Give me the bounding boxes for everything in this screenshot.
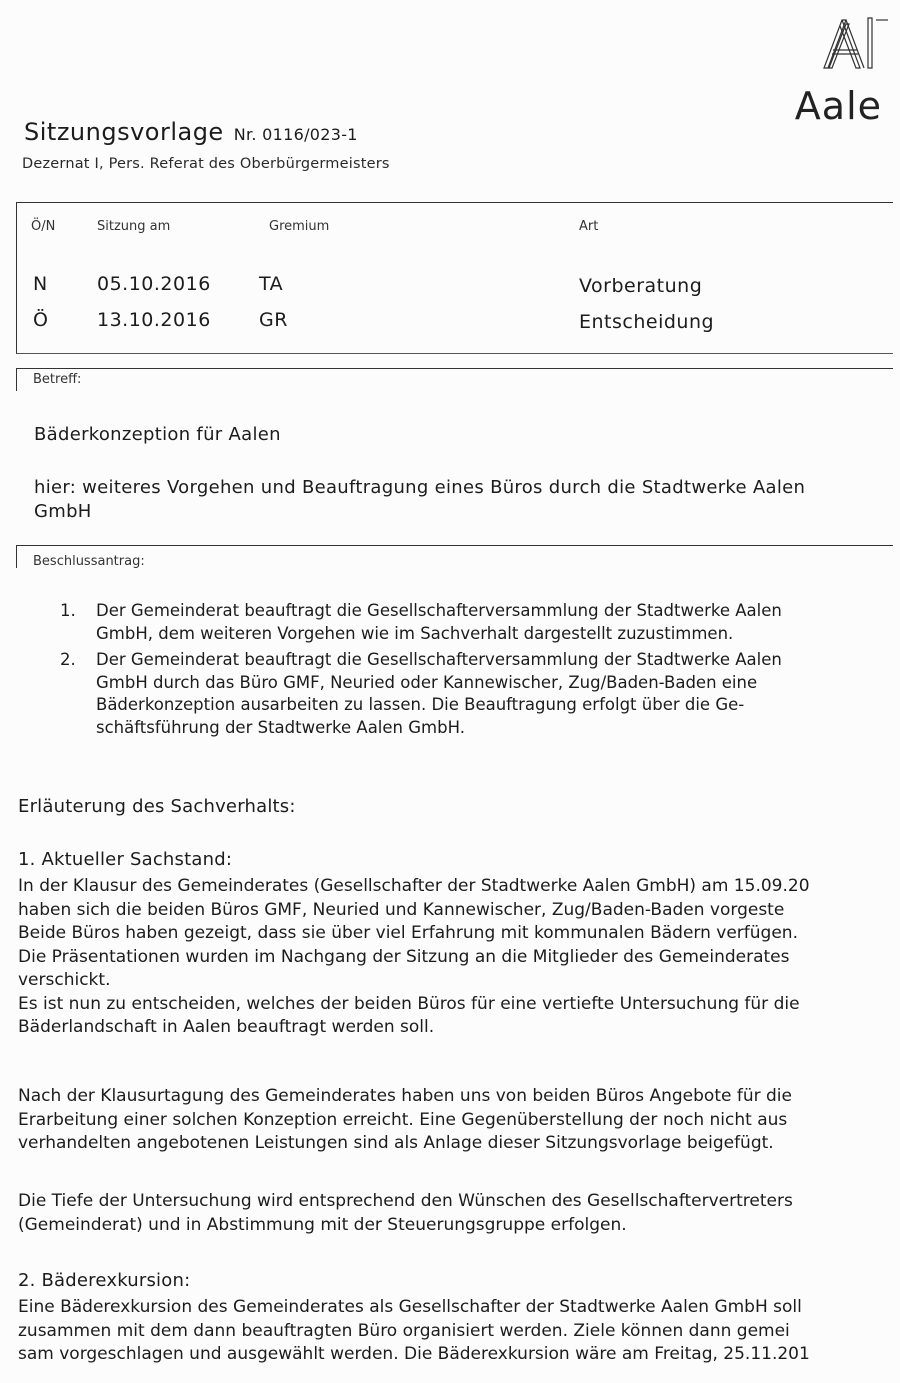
text-line: Eine Bäderexkursion des Gemeinderates als Gesellschafter der Stadtwerke Aalen GmbH soll (18, 1297, 802, 1317)
beschluss-box (16, 545, 893, 568)
text-line: Erarbeitung einer solchen Konzeption erreicht. Eine Gegenüberstellung der noch nicht aus (18, 1109, 788, 1130)
beschluss-label: Beschlussantrag: (33, 554, 145, 569)
row-on: N (33, 273, 48, 295)
text-line: (Gemeinderat) und in Abstimmung mit der Steuerungsgruppe erfolgen. (18, 1214, 627, 1235)
text-line: Es ist nun zu entscheiden, welches der beiden Büros für eine vertiefte Untersuchung für die (18, 993, 800, 1014)
col-header-date: Sitzung am (97, 219, 171, 234)
betreff-title: Bäderkonzeption für Aalen (34, 424, 281, 445)
title-text: Sitzungsvorlage (24, 118, 224, 146)
list-text-line: schäftsführung der Stadtwerke Aalen GmbH. (96, 717, 465, 737)
list-text-line: GmbH, dem weiteren Vorgehen wie im Sachverhalt dargestellt zuzustimmen. (96, 623, 734, 643)
betreff-subject-line: GmbH (34, 501, 92, 522)
vorlage-number: Nr. 0116/023-1 (233, 125, 358, 144)
page-title (24, 118, 358, 146)
col-header-gremium: Gremium (269, 219, 330, 234)
session-table (16, 202, 893, 354)
text-line: haben sich die beiden Büros GMF, Neuried und Kannewischer, Zug/Baden-Baden vorgeste (18, 899, 785, 920)
row-art: Entscheidung (579, 311, 715, 333)
row-date: 05.10.2016 (97, 273, 211, 295)
text-line: Nach der Klausurtagung des Gemeinderates haben uns von beiden Büros Angebote für die (18, 1086, 792, 1106)
list-number: 2. (60, 650, 76, 669)
dezernat-line: Dezernat I, Pers. Referat des Oberbürgermeisters (22, 156, 390, 172)
text-line: In der Klausur des Gemeinderates (Gesellschafter der Stadtwerke Aalen GmbH) am 15.09.20 (18, 876, 810, 896)
section-2-paragraph-1 (18, 1296, 893, 1367)
text-line: Die Präsentationen wurden im Nachgang der Sitzung an die Mitglieder des Gemeinderates (18, 946, 790, 967)
betreff-subject-line: hier: weiteres Vorgehen und Beauftragung eines Büros durch die Stadtwerke Aalen (34, 477, 806, 498)
list-text-line: Der Gemeinderat beauftragt die Gesellschafterversammlung der Stadtwerke Aalen (96, 650, 782, 669)
list-text-line: GmbH durch das Büro GMF, Neuried oder Kannewischer, Zug/Baden-Baden eine (96, 672, 758, 692)
list-number: 1. (60, 601, 76, 620)
section-2-heading: 2. Bäderexkursion: (18, 1270, 191, 1291)
row-on: Ö (33, 309, 49, 331)
section-1-paragraph-3 (18, 1190, 893, 1237)
list-text-line: Bäderkonzeption ausarbeiten zu lassen. Die Beauftragung erfolgt über die Ge- (96, 695, 745, 714)
row-art: Vorberatung (579, 275, 703, 297)
section-1-paragraph-1 (18, 875, 893, 1040)
erlaeuterung-heading: Erläuterung des Sachverhalts: (18, 796, 296, 817)
logo-wordmark: Aale (794, 84, 882, 128)
col-header-on: Ö/N (31, 219, 56, 234)
text-line: zusammen mit dem dann beauftragten Büro organisiert werden. Ziele können dann gemei (18, 1320, 790, 1341)
text-line: Beide Büros haben gezeigt, dass sie über viel Erfahrung mit kommunalen Bädern verfügen. (18, 923, 798, 943)
list-item (60, 600, 890, 645)
col-header-art: Art (579, 219, 599, 234)
row-gremium: GR (259, 309, 288, 331)
row-gremium: TA (259, 273, 284, 295)
list-text-line: Der Gemeinderat beauftragt die Gesellschafterversammlung der Stadtwerke Aalen (96, 601, 782, 620)
text-line: verhandelten angebotenen Leistungen sind als Anlage dieser Sitzungsvorlage beigefügt. (18, 1133, 774, 1153)
betreff-label: Betreff: (33, 372, 82, 387)
list-item (60, 649, 890, 739)
row-date: 13.10.2016 (97, 309, 211, 331)
section-1-heading: 1. Aktueller Sachstand: (18, 849, 233, 870)
section-1-paragraph-2 (18, 1085, 893, 1156)
betreff-box (16, 368, 893, 391)
stadt-aalen-logo-icon (802, 8, 892, 78)
aalen-logo (794, 8, 892, 128)
text-line: Bäderlandschaft in Aalen beauftragt werden soll. (18, 1017, 435, 1037)
text-line: sam vorgeschlagen und ausgewählt werden. Die Bäderexkursion wäre am Freitag, 25.11.201 (18, 1344, 810, 1364)
text-line: verschickt. (18, 970, 111, 990)
text-line: Die Tiefe der Untersuchung wird entsprechend den Wünschen des Gesellschaftervertreters (18, 1191, 793, 1211)
